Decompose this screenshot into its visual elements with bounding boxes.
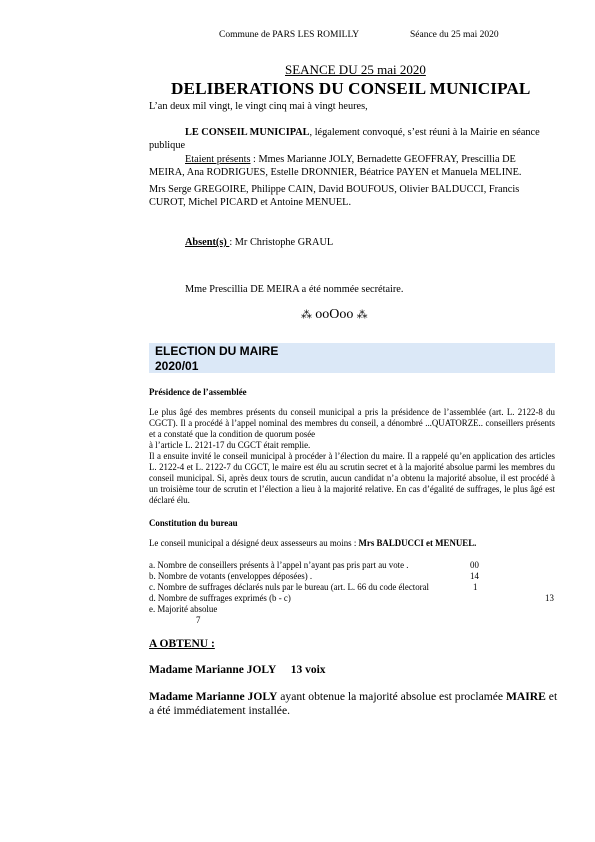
date-line: L’an deux mil vingt, le vingt cinq mai à vingt heures, [149, 101, 368, 112]
final-maire: MAIRE [505, 690, 546, 703]
absent-label: Absent(s) [185, 237, 230, 248]
secretary-line: Mme Prescillia DE MEIRA a été nommée secrétaire. [185, 284, 404, 295]
bureau-names: Mrs BALDUCCI et MENUEL. [358, 538, 477, 548]
result-candidate: Madame Marianne JOLY [149, 664, 277, 676]
absent-line [185, 236, 333, 249]
count-c-label: c. Nombre de suffrages déclarés nuls par le bureau (art. L. 66 du code électoral [149, 582, 430, 592]
absent-value: : Mr Christophe GRAUL [229, 237, 334, 248]
presidence-paragraph-1b: à l’article L. 2121-17 du CGCT était remplie. [149, 440, 311, 450]
count-c-value: 1 [473, 582, 478, 592]
result-line [149, 664, 326, 676]
presidence-paragraph-1: Le plus âgé des membres présents du conseil municipal a pris la présidence de l’assemblée (art. L. 2122-8 du CGCT). Il a procédé à l’appel nominal des membres du conseil, a dénombré ...QUATORZE.. conseillers présents et a constaté que la condition de quorum posée [149, 407, 555, 439]
count-b-label: b. Nombre de votants (enveloppes déposées) . [149, 571, 313, 581]
section-number: 2020/01 [155, 359, 199, 373]
header-seance-date: Séance du 25 mai 2020 [410, 30, 499, 40]
bureau-text [149, 538, 476, 549]
ornament-left-icon: ⁂ [301, 308, 312, 321]
present-line-2: MEIRA, Ana RODRIGUES, Estelle DRONNIER, Béatrice PAYEN et Manuela MELINE. [149, 167, 522, 178]
bureau-intro: Le conseil municipal a désigné deux assesseurs au moins : [149, 538, 359, 548]
conseil-rest: , légalement convoqué, s’est réuni à la Mairie en séance [309, 127, 540, 138]
result-votes: 13 voix [290, 664, 326, 676]
ornament-center: ooOoo [315, 307, 354, 322]
count-e-label: e. Majorité absolue [149, 604, 218, 614]
presidence-heading: Présidence de l’assemblée [149, 387, 247, 397]
present-names-1: : Mmes Marianne JOLY, Bernadette GEOFFRAY, Prescillia DE [250, 154, 516, 165]
conseil-line-2: publique [149, 140, 186, 151]
page-title: DELIBERATIONS DU CONSEIL MUNICIPAL [171, 79, 531, 98]
conseil-bold: LE CONSEIL MUNICIPAL [185, 127, 310, 138]
presidence-paragraph-2: Il a ensuite invité le conseil municipal à procéder à l’élection du maire. Il a rappelé qu’en application des articles L. 2122-4 et L. 2122-7 du CGCT, le maire est élu au scrutin secret et à la majorité absolue parmi les membres du conseil municipal. Si, après deux tours de scrutin, aucun candidat n’a obtenu la majorité absolue, il est procédé à un troisième tour de scrutin et l’élection a lieu à la majorité relative. En cas d’égalité de suffrages, le plus âgé est déclaré élu. [149, 451, 555, 505]
present-label: Etaient présents [185, 154, 251, 165]
ornament [301, 306, 368, 323]
count-d-value: 13 [545, 593, 554, 603]
final-name: Madame Marianne JOLY [149, 690, 278, 703]
header-commune: Commune de PARS LES ROMILLY [219, 30, 360, 40]
count-a-value: 00 [470, 560, 479, 570]
men-line-2: CUROT, Michel PICARD et Antoine MENUEL. [149, 197, 352, 208]
section-title: ELECTION DU MAIRE [155, 344, 279, 358]
men-line-1: Mrs Serge GREGOIRE, Philippe CAIN, David BOUFOUS, Olivier BALDUCCI, Francis [149, 184, 520, 195]
final-end: et [545, 690, 558, 703]
count-a-label: a. Nombre de conseillers présents à l’appel n’ayant pas pris part au vote . [149, 560, 409, 570]
present-line-1 [185, 153, 516, 166]
final-line-1 [149, 690, 557, 703]
ornament-right-icon: ⁂ [356, 308, 368, 321]
conseil-line [185, 126, 540, 139]
seance-title: SEANCE DU 25 mai 2020 [285, 62, 426, 77]
final-mid: ayant obtenue la majorité absolue est proclamée [277, 690, 506, 703]
count-e-value: 7 [196, 615, 201, 625]
count-b-value: 14 [470, 571, 479, 581]
bureau-heading: Constitution du bureau [149, 518, 238, 528]
final-line-2: a été immédiatement installée. [149, 704, 290, 717]
count-d-label: d. Nombre de suffrages exprimés (b - c) [149, 593, 291, 603]
result-heading: A OBTENU : [149, 638, 215, 650]
